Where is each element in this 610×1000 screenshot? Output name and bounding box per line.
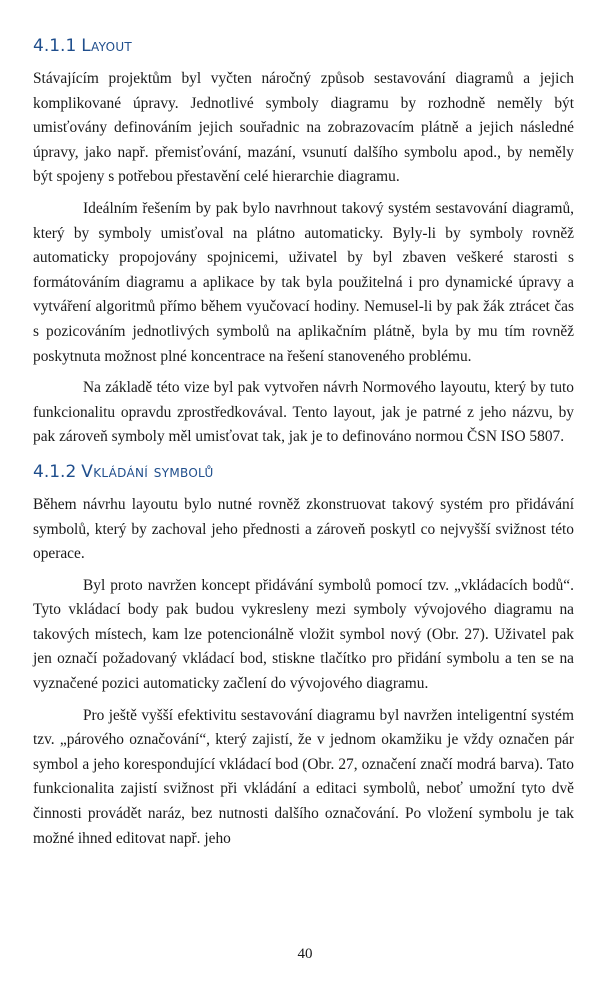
- page-number: 40: [297, 946, 313, 962]
- paragraph: Stávajícím projektům byl vyčten náročný způsob sestavování diagramů a jejich komplikované úpravy. Jednotlivé symboly diagramu by rozhodně neměly být umisťovány definováním jejich souřadnic na zobrazovacím plátně a jejich následné úpravy, jako např. přemisťování, mazání, vsunutí dalšího symbolu apod., by neměly být spojeny s potřebou přestavění celé hierarchie diagramu.: [33, 70, 574, 186]
- paragraph: Ideálním řešením by pak bylo navrhnout takový systém sestavování diagramů, který by symboly umisťoval na plátno automaticky. Byly-li by symboly rovněž automaticky propojovány spojnicemi, uživatel by byl zbaven veškeré starosti s formátováním diagramu a aplikace by tak byla použitelná i pro dynamické úpravy a vytváření algoritmů přímo během vyučovací hodiny. Nemusel-li by pak žák ztrácet čas s pozicováním jednotlivých symbolů na aplikačním plátně, byla by mu tím rovněž poskytnuta možnost plné koncentrace na řešení stanoveného problému.: [33, 199, 574, 365]
- paragraph: Na základě této vize byl pak vytvořen návrh Normového layoutu, který by tuto funkcionalitu opravdu zprostředkovával. Tento layout, jak je patrné z jeho názvu, by pak zároveň symboly měl umisťovat tak, jak je to definováno normou ČSN ISO 5807.: [33, 379, 574, 446]
- section-number: 4.1.2: [33, 461, 77, 482]
- section-number: 4.1.1: [33, 36, 77, 56]
- section-heading-vkladani-symbolu: [33, 460, 574, 484]
- section-title: Vkládání symbolů: [81, 461, 214, 482]
- section-title: Layout: [81, 36, 133, 56]
- paragraph: Pro ještě vyšší efektivitu sestavování diagramu byl navržen inteligentní systém tzv. „párového označování“, který zajistí, že v jednom okamžiku je vždy označen pár symbol a jeho korespondující vkládací bod (Obr. 27, označení značí modrá barva). Tato funkcionalita zajistí svižnost při vkládání a editaci symbolů, neboť umožní tyto dvě činnosti provádět naráz, bez nutnosti dalšího označování. Po vložení symbolu je tak možné ihned editovat např. jeho: [33, 706, 574, 847]
- paragraph: Během návrhu layoutu bylo nutné rovněž zkonstruovat takový systém pro přidávání symbolů, který by zachoval jeho přednosti a zároveň poskytl co nejvyšší svižnost této operace.: [33, 495, 574, 563]
- section-heading-layout: [33, 34, 574, 58]
- paragraph: Byl proto navržen koncept přidávání symbolů pomocí tzv. „vkládacích bodů“. Tyto vkládací body pak budou vykresleny mezi symboly vývojového diagramu na takových místech, kam lze potencionálně vložit symbol nový (Obr. 27). Uživatel pak jen označí požadovaný vkládací bod, stiskne tlačítko pro přidání symbolu a ten se na vyznačené pozici automaticky začlení do vývojového diagramu.: [33, 576, 574, 693]
